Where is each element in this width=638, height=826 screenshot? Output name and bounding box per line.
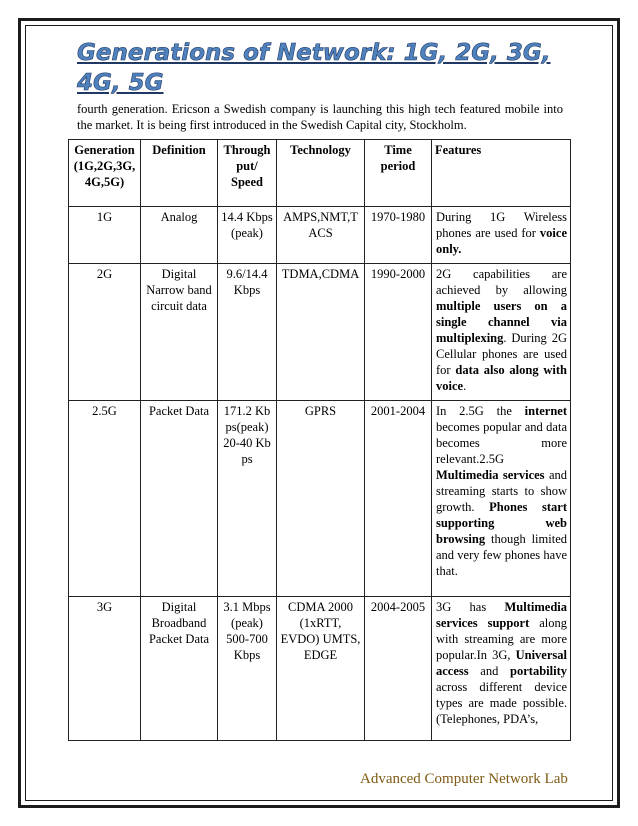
- table-row: [69, 597, 571, 741]
- page-title: Generations of Network: 1G, 2G, 3G, 4G, 5G: [77, 40, 551, 96]
- header-time-period: Time period: [365, 140, 432, 207]
- header-throughput: Through put/ Speed: [218, 140, 277, 207]
- features-text: . During 2G Cellular phones are used for: [436, 331, 567, 377]
- features-text: though limited and very few phones have that.: [436, 532, 567, 578]
- generations-table: [68, 139, 571, 741]
- cell-generation: 3G: [69, 597, 141, 741]
- cell-technology: AMPS,NMT,TACS: [277, 207, 365, 264]
- table-header-row: [69, 140, 571, 207]
- features-text: and: [468, 664, 511, 678]
- cell-throughput: 3.1 Mbps (peak) 500-700 Kbps: [218, 597, 277, 741]
- cell-features: [432, 597, 571, 741]
- cell-time-period: 1970-1980: [365, 207, 432, 264]
- features-bold-text: voice only.: [436, 226, 567, 256]
- cell-throughput: 14.4 Kbps (peak): [218, 207, 277, 264]
- features-text: becomes popular and data becomes more relevant.2.5G: [436, 420, 567, 466]
- cell-technology: TDMA,CDMA: [277, 264, 365, 401]
- features-bold-text: Multimedia services: [436, 468, 545, 482]
- header-technology: Technology: [277, 140, 365, 207]
- table-row: [69, 401, 571, 597]
- cell-technology: GPRS: [277, 401, 365, 597]
- features-bold-text: Universal access: [436, 648, 567, 678]
- table-row: [69, 264, 571, 401]
- features-text: During 1G Wireless phones are used for: [436, 210, 567, 240]
- cell-throughput: 171.2 Kbps(peak) 20-40 Kbps: [218, 401, 277, 597]
- intro-paragraph: fourth generation. Ericson a Swedish company is launching this high tech featured mobile into the market. It is being first introduced in the Swedish Capital city, Stockholm.: [77, 102, 563, 132]
- features-bold-text: portability: [510, 664, 567, 678]
- cell-throughput: 9.6/14.4 Kbps: [218, 264, 277, 401]
- features-bold-text: multiple users on a single channel via multiplexing: [436, 299, 567, 345]
- header-features: Features: [432, 140, 571, 207]
- cell-time-period: 2004-2005: [365, 597, 432, 741]
- features-text: across different device types are made possible. (Telephones, PDA’s,: [436, 680, 567, 726]
- features-bold-text: Phones start supporting web browsing: [436, 500, 567, 546]
- features-bold-text: internet: [524, 404, 567, 418]
- cell-definition: Packet Data: [141, 401, 218, 597]
- features-text: along with streaming are more popular.In 3G,: [436, 616, 567, 662]
- features-text: .: [463, 379, 467, 393]
- cell-features: [432, 401, 571, 597]
- features-text: 3G has: [436, 600, 505, 614]
- cell-generation: 2G: [69, 264, 141, 401]
- cell-time-period: 1990-2000: [365, 264, 432, 401]
- cell-time-period: 2001-2004: [365, 401, 432, 597]
- footer-lab-name: Advanced Computer Network Lab: [360, 771, 568, 787]
- table-row: [69, 207, 571, 264]
- cell-definition: Digital Broadband Packet Data: [141, 597, 218, 741]
- cell-generation: 1G: [69, 207, 141, 264]
- features-bold-text: Multimedia services support: [436, 600, 567, 630]
- cell-features: [432, 264, 571, 401]
- features-text: In 2.5G the: [436, 404, 525, 418]
- cell-generation: 2.5G: [69, 401, 141, 597]
- cell-definition: Analog: [141, 207, 218, 264]
- header-definition: Definition: [141, 140, 218, 207]
- cell-features: [432, 207, 571, 264]
- features-bold-text: data also along with voice: [436, 363, 567, 393]
- cell-definition: Digital Narrow band circuit data: [141, 264, 218, 401]
- features-text: 2G capabilities are achieved by allowing: [436, 267, 567, 297]
- cell-technology: CDMA 2000 (1xRTT, EVDO) UMTS, EDGE: [277, 597, 365, 741]
- features-text: and streaming starts to show growth.: [436, 468, 567, 514]
- header-generation: Generation (1G,2G,3G, 4G,5G): [69, 140, 141, 207]
